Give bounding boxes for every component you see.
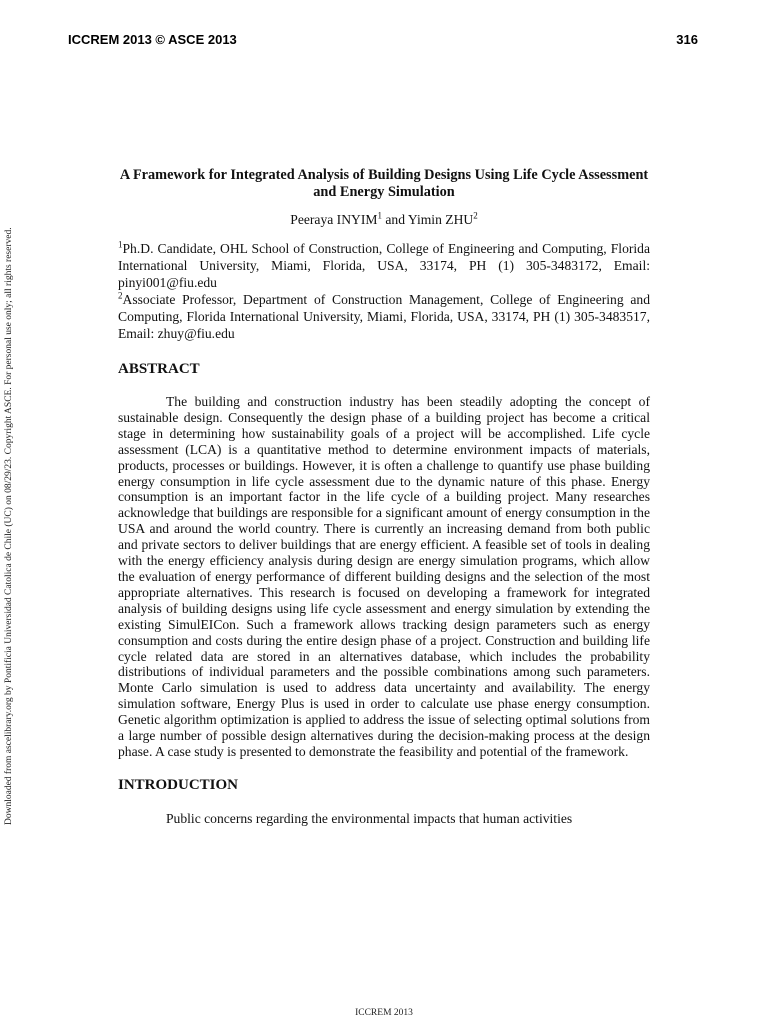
header-citation: ICCREM 2013 © ASCE 2013 bbox=[68, 32, 237, 47]
introduction-paragraph: Public concerns regarding the environmental impacts that human activities bbox=[166, 810, 573, 826]
affiliation-text-2: Associate Professor, Department of Construction Management, College of Engineering and Computing, Florida International University, Miami, Florida, USA, 33174, PH (1) 305-3483517, Email: zhuy@fiu.edu bbox=[118, 292, 650, 341]
affiliation-2 bbox=[118, 291, 650, 342]
page-footer: ICCREM 2013 bbox=[355, 1008, 413, 1018]
author-joiner: and bbox=[381, 212, 408, 227]
author-affiliation-mark-2: 2 bbox=[473, 210, 478, 221]
affiliation-mark-1: 1 bbox=[118, 239, 123, 250]
page-number: 316 bbox=[676, 32, 698, 47]
download-notice: Downloaded from ascelibrary.org by Pontificia Universidad Catolica de Chile (UC) on 08/29/23. Copyright ASCE. For personal use only; all rights reserved. bbox=[4, 227, 14, 825]
abstract-heading: ABSTRACT bbox=[118, 361, 200, 377]
author-name-1: Peeraya INYIM bbox=[290, 212, 378, 227]
affiliation-1 bbox=[118, 240, 650, 291]
author-line bbox=[118, 211, 650, 228]
author-affiliation-mark-1: 1 bbox=[377, 210, 382, 221]
abstract-paragraph: The building and construction industry has been steadily adopting the concept of sustainable design. Consequently the design phase of a building project has become a critical stage in determining how sustainability goals of a project will be accomplished. Life cycle assessment (LCA) is a quantitative method to determine environment impacts of materials, products, processes or buildings. However, it is often a challenge to quantify use phase building energy consumption in life cycle assessment due to the dynamic nature of this phase. Energy consumption is an important factor in the life cycle of a building project. Many researches acknowledge that buildings are responsible for a significant amount of energy consumption in the USA and around the world country. There is currently an increasing demand from both public and private sectors to deliver buildings that are energy efficient. A feasible set of tools in dealing with the energy efficiency analysis during design are energy simulation programs, which allow the evaluation of energy performance of different building designs and the selection of the most appropriate alternatives. This research is focused on developing a framework for integrated analysis of building designs using life cycle assessment and energy simulation by extending the existing SimulEICon. Such a framework allows tracking design parameters such as energy consumption and costs during the entire design phase of a project. Construction and building life cycle related data are stored in an alternatives database, which includes the probability distributions of individual parameters and the possible combinations among such parameters. Monte Carlo simulation is used to address data uncertainty and availability. The energy simulation software, Energy Plus is used in order to calculate use phase energy consumption. Genetic algorithm optimization is applied to address the issue of selecting optimal solutions from a large number of possible design alternatives during the decision-making process at the design phase. A case study is presented to demonstrate the feasibility and potential of the framework. bbox=[118, 394, 650, 759]
page-header bbox=[68, 32, 698, 50]
paper-title: A Framework for Integrated Analysis of Building Designs Using Life Cycle Assessment and Energy Simulation bbox=[119, 167, 649, 200]
introduction-heading: INTRODUCTION bbox=[118, 776, 239, 793]
paper-content bbox=[118, 167, 650, 827]
affiliations bbox=[118, 240, 650, 342]
affiliation-mark-2: 2 bbox=[118, 290, 123, 301]
affiliation-text-1: Ph.D. Candidate, OHL School of Construction, College of Engineering and Computing, Florida International University, Miami, Florida, USA, 33174, PH (1) 305-3483172, Email: pinyi001@fiu.edu bbox=[118, 241, 650, 290]
author-name-2: Yimin ZHU bbox=[407, 212, 474, 227]
